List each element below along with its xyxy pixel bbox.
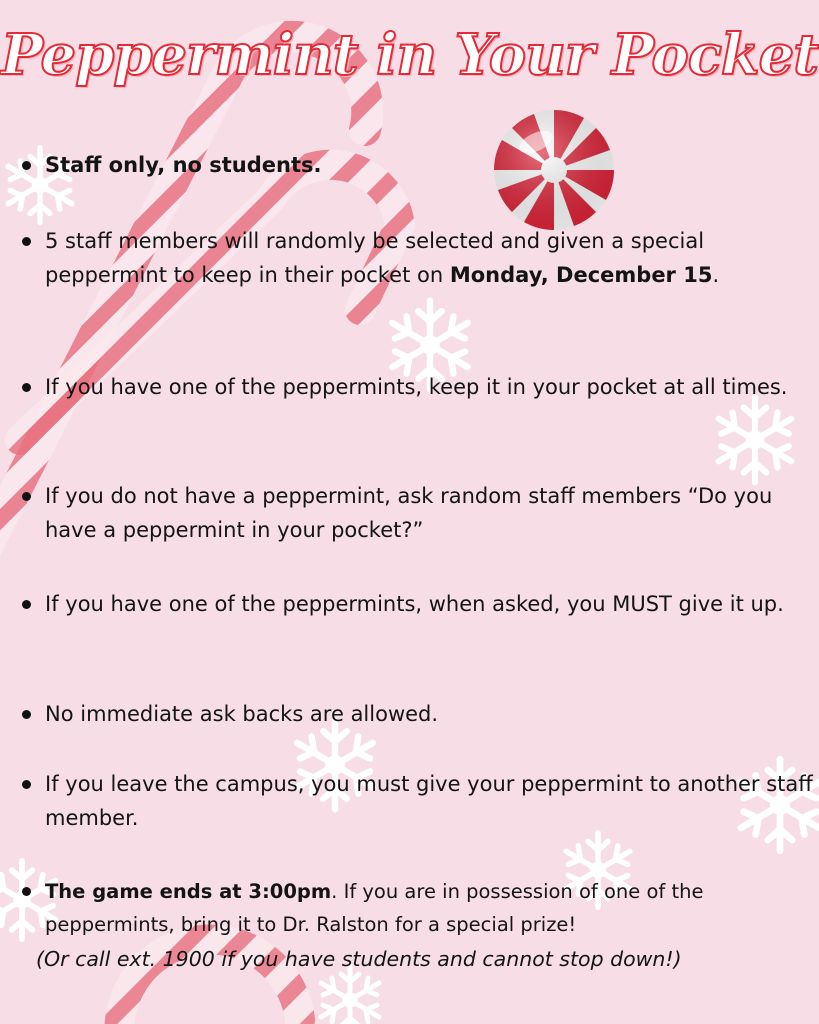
bullet-icon	[22, 710, 31, 719]
rule-text-after: .	[712, 263, 720, 287]
bullet-icon	[22, 237, 31, 246]
rule-item	[22, 587, 814, 621]
rule-text: If you have one of the peppermints, when asked, you MUST give it up.	[45, 592, 784, 616]
bullet-icon	[22, 600, 31, 609]
rule-text: If you do not have a peppermint, ask random staff members “Do you have a peppermint in your pocket?”	[45, 484, 773, 542]
page-title: Peppermint in Your Pocket	[0, 22, 819, 88]
rule-text: No immediate ask backs are allowed.	[45, 702, 439, 726]
rule-item	[22, 697, 814, 731]
bullet-icon	[22, 887, 31, 896]
rule-text: 5 staff members will randomly be selected and given a special peppermint to keep in their pocket on	[45, 229, 705, 287]
rule-item	[22, 479, 814, 547]
rule-text-after: . If you are in possession of one of the peppermints, bring it to Dr. Ralston for a special prize!	[45, 880, 704, 936]
rule-text: If you leave the campus, you must give your peppermint to another staff member.	[45, 772, 813, 830]
rule-item	[22, 224, 814, 292]
bullet-icon	[22, 161, 31, 170]
rule-item	[22, 767, 814, 835]
rule-bold: Staff only, no students.	[45, 153, 322, 177]
rule-item	[22, 875, 814, 941]
rule-item	[22, 370, 814, 404]
bullet-icon	[22, 383, 31, 392]
rule-item	[22, 148, 814, 182]
rule-text: If you have one of the peppermints, keep it in your pocket at all times.	[45, 375, 788, 399]
bullet-icon	[22, 780, 31, 789]
rule-bold: The game ends at 3:00pm	[45, 880, 332, 903]
bullet-icon	[22, 492, 31, 501]
footnote: (Or call ext. 1900 if you have students and cannot stop down!)	[36, 947, 682, 971]
rule-bold: Monday, December 15	[449, 263, 713, 287]
